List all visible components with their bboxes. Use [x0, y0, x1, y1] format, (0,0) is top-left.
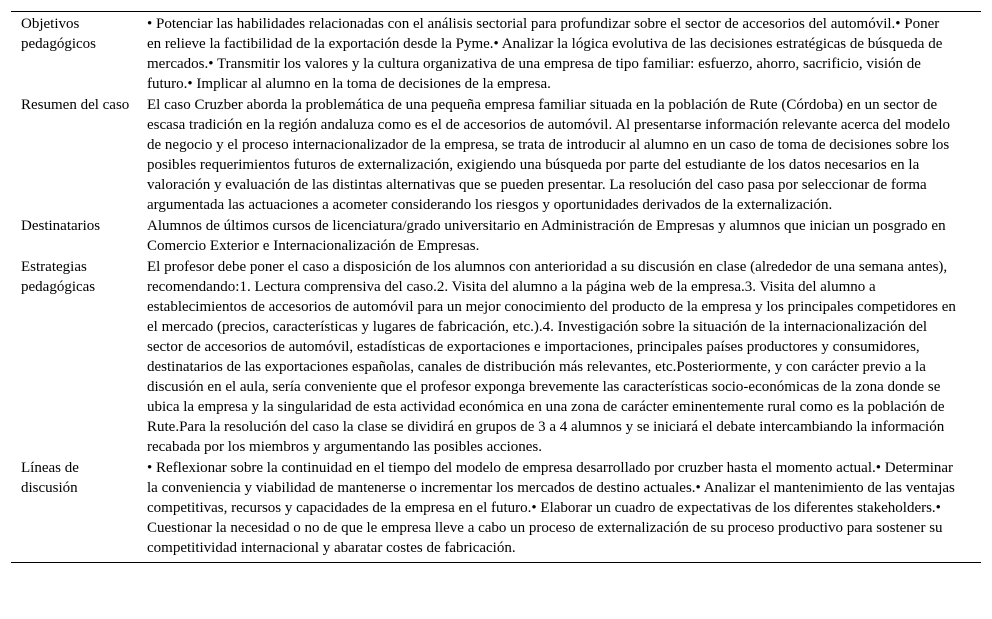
table-row — [11, 94, 981, 215]
row-content-objetivos: • Potenciar las habilidades relacionadas con el análisis sectorial para profundizar sobre el sector de accesorios del automóvil.• Poner en relieve la factibilidad de la exportación desde la Pyme.• Analizar la lógica evolutiva de las decisiones estratégicas de búsqueda de mercados.• Transmitir los valores y la cultura organizativa de una empresa de tipo familiar: esfuerzo, ahorro, sacrificio, visión de futuro.• Implicar al alumno en la toma de decisiones de la empresa. — [147, 16, 943, 92]
table-row — [11, 457, 981, 563]
case-summary-table — [11, 11, 981, 563]
row-label-objetivos: Objetivos pedagógicos — [21, 16, 96, 52]
table-row — [11, 256, 981, 457]
row-label-resumen: Resumen del caso — [21, 97, 130, 113]
table-row — [11, 215, 981, 256]
row-content-estrategias: El profesor debe poner el caso a disposición de los alumnos con anterioridad a su discusión en clase (alrededor de una semana antes), recomendando:1. Lectura comprensiva del caso.2. Visita del alumno a la página web de la empresa.3. Visita del alumno a establecimientos de accesorios de automóvil para un mejor conocimiento del producto de la empresa y los principales competidores en el mercado (precios, características y lugares de fabricación, etc.).4. Investigación sobre la situación de la internacionalización del sector de accesorios de automóvil, estadísticas de exportaciones e importaciones, principales países productores y consumidores, destinatarios de las exportaciones españolas, canales de distribución más relevantes, etc.Posteriormente, y con carácter previo a la discusión en el aula, sería conveniente que el profesor exponga brevemente las características socio-económicas de la zona donde se ubica la empresa y la singularidad de esta actividad económica en una zona de carácter eminentemente rural como es la población de Rute.Para la resolución del caso la clase se dividirá en grupos de 3 a 4 alumnos y se iniciará el debate intercambiando la información recabada por los miembros y argumentando las posibles acciones. — [147, 259, 956, 455]
table-row — [11, 12, 981, 95]
row-content-lineas: • Reflexionar sobre la continuidad en el tiempo del modelo de empresa desarrollado por cruzber hasta el momento actual.• Determinar la conveniencia y viabilidad de mantenerse o incrementar los mercados de destino actuales.• Analizar el mantenimiento de las ventajas competitivas, recursos y capacidades de la empresa en el futuro.• Elaborar un cuadro de expectativas de los diferentes stakeholders.• Cuestionar la necesidad o no de que le empresa lleve a cabo un proceso de externalización de su proceso productivo para sostener su competitividad internacional y abaratar costes de fabricación. — [147, 460, 955, 556]
row-content-resumen: El caso Cruzber aborda la problemática de una pequeña empresa familiar situada en la población de Rute (Córdoba) en un sector de escasa tradición en la región andaluza como es el de accesorios de automóvil. Al presentarse información relevante acerca del modelo de negocio y el proceso internacionalizador de la empresa, se trata de introducir al alumno en un caso de toma de decisiones sobre los posibles requerimientos futuros de externalización, exigiendo una búsqueda por parte del estudiante de los datos necesarios en la valoración y evaluación de las distintas alternativas que se pueden presentar. La resolución del caso pasa por seleccionar de forma argumentada las actuaciones a acometer considerando los riesgos y oportunidades derivados de la externalización. — [147, 97, 950, 213]
row-label-destinatarios: Destinatarios — [21, 218, 101, 234]
row-label-estrategias: Estrategias pedagógicas — [21, 259, 96, 295]
row-content-destinatarios: Alumnos de últimos cursos de licenciatura/grado universitario en Administración de Empresas y alumnos que inician un posgrado en Comercio Exterior e Internacionalización de Empresas. — [147, 218, 946, 254]
row-label-lineas: Líneas de discusión — [21, 460, 79, 496]
